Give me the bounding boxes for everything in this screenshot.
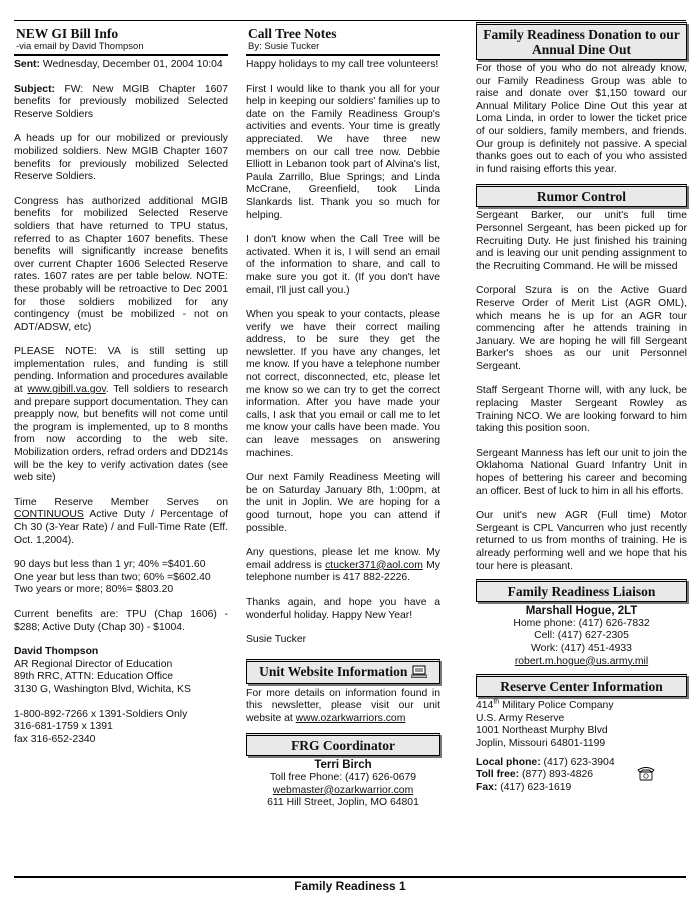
gi-paragraph-2: Congress has authorized additional MGIB benefits for mobilized Selected Reserve soldiers that have returned to TPU status, referred to as Chapter 1607 benefits. These benefits will significantly increase benefits over current Chapter 1606 Selected Reserve rates. 1607 rates are per table below. NOTE: these probably will be retroactive to Dec 2001 for those soldiers mobilized for any contingency (must be mobilized - not on ADT/ADSW, etc) bbox=[14, 195, 228, 333]
frg-name: Terri Birch bbox=[314, 759, 372, 772]
signature-line-2: 89th RRC, ATTN: Education Office bbox=[14, 671, 174, 683]
gi-paragraph-3: PLEASE NOTE: VA is still setting up implementation rules, and funding is still pending. Information and procedures available at www.gibill.va.gov. Tell soldiers to research and prepare support documentation. They can preapply now, but benefits will not come until the program is implemented, up to 8 months from now according to the web site. Mobilization orders, refrad orders and DD214s will be the key to verify activation dates (see web site) bbox=[14, 346, 228, 484]
subject-label: Subject: bbox=[14, 83, 55, 95]
rate-3: Two years or more; 80%= $803.20 bbox=[14, 584, 174, 596]
rumor-paragraph-1: Sergeant Barker, our unit's full time Personnel Sergeant, has been picked up for Recruiting Duty. He just finished his training and is leaving our unit pending assignment to the Recruiting Command. He will be missed bbox=[476, 210, 687, 272]
rate-2: One year but less than two; 60% =$602.40 bbox=[14, 571, 211, 583]
reserve-body bbox=[476, 700, 687, 794]
liaison-title: Family Readiness Liaison bbox=[507, 584, 656, 600]
donation-header bbox=[476, 22, 687, 60]
rumor-paragraph-3: Staff Sergeant Thorne will, with any luck, be replacing Master Sergeant Rowley as Training NCO. We are looking forward to him taking this position soon. bbox=[476, 385, 687, 435]
gi-bill-byline: -via email by David Thompson bbox=[16, 41, 144, 52]
reserve-line-1: 414th Military Police Company bbox=[476, 698, 614, 712]
phone-line-2: 316-681-1759 x 1391 bbox=[14, 721, 113, 733]
gibill-link[interactable]: www.gibill.va.gov bbox=[27, 384, 106, 396]
reserve-line-2: U.S. Army Reserve bbox=[476, 712, 565, 724]
website-text: For more details on information found in this newsletter, please visit our unit website at www.ozarkwarriors.com bbox=[246, 687, 440, 724]
reserve-toll-free: Toll free: (877) 893-4826 bbox=[476, 769, 594, 781]
frg-body bbox=[246, 759, 440, 809]
signature-name: David Thompson bbox=[14, 646, 99, 658]
column-gi-bill bbox=[14, 22, 228, 746]
email-link[interactable]: ctucker371@aol.com bbox=[325, 559, 423, 571]
liaison-header bbox=[476, 579, 687, 602]
sent-value: Wednesday, December 01, 2004 10:04 bbox=[39, 59, 223, 70]
website-header bbox=[246, 659, 440, 684]
frg-address: 611 Hill Street, Joplin, MO 64801 bbox=[267, 797, 419, 809]
reserve-title: Reserve Center Information bbox=[500, 679, 663, 695]
frg-phone: Toll free Phone: (417) 626-0679 bbox=[269, 772, 417, 784]
rumor-paragraph-4: Sergeant Manness has left our unit to join the Oklahoma National Guard Infantry Unit in hopes of bettering his career and becoming an officer. Best of luck to him in all his efforts. bbox=[476, 447, 687, 497]
phone-line-1: 1-800-892-7266 x 1391-Soldiers Only bbox=[14, 708, 188, 720]
fax-line: fax 316-652-2340 bbox=[14, 733, 96, 745]
rumor-body bbox=[476, 210, 687, 573]
donation-paragraph: For those of you who do not already know, our Family Readiness Group was able to raise and donate over $1,150 toward our Annual Military Police Dine Out this year at Loma Linda, in order to lower the ticket price of our soldiers, family members, and friends. Our group is definitely not passive. A special thanks goes out to each of you who assisted in fund raising efforts this year. bbox=[476, 63, 687, 175]
rumor-header bbox=[476, 184, 687, 207]
gi-paragraph-1: A heads up for our mobilized or previously mobilized soldiers. New MGIB Chapter 1607 benefits for previously mobilized Selected Reserve Soldiers. bbox=[14, 133, 228, 183]
liaison-cell-phone: Cell: (417) 627-2305 bbox=[534, 630, 629, 642]
sent-label: Sent: bbox=[14, 59, 40, 70]
liaison-home-phone: Home phone: (417) 626-7832 bbox=[513, 617, 650, 629]
call-tree-paragraph-5: Our next Family Readiness Meeting will be on Saturday January 8th, 1:00pm, at the unit in Joplin. We are hoping for a good turnout, hope you can attend if possible. bbox=[246, 472, 440, 534]
call-tree-paragraph-7: Thanks again, and hope you have a wonderful holiday. Happy New Year! bbox=[246, 596, 440, 621]
call-tree-header bbox=[246, 22, 440, 56]
bottom-rule bbox=[14, 876, 686, 878]
liaison-body bbox=[476, 605, 687, 668]
gi-bill-header bbox=[14, 22, 228, 56]
call-tree-title: Call Tree Notes bbox=[248, 26, 337, 41]
website-title: Unit Website Information bbox=[259, 663, 408, 679]
call-tree-body bbox=[246, 59, 440, 647]
reserve-line-3: 1001 Northeast Murphy Blvd bbox=[476, 725, 608, 737]
call-tree-paragraph-6: Any questions, please let me know. My email address is ctucker371@aol.com My telephone number is 417 882-2226. bbox=[246, 547, 440, 584]
liaison-name: Marshall Hogue, 2LT bbox=[525, 605, 638, 618]
signature-line-3: 3130 G, Washington Blvd, Wichita, KS bbox=[14, 683, 191, 695]
gi-bill-body bbox=[14, 59, 228, 746]
call-tree-signature: Susie Tucker bbox=[246, 634, 307, 646]
frg-header bbox=[246, 733, 440, 756]
reserve-fax: Fax: (417) 623-1619 bbox=[476, 781, 572, 793]
column-right bbox=[476, 22, 687, 794]
frg-title: FRG Coordinator bbox=[291, 738, 395, 754]
call-tree-byline: By: Susie Tucker bbox=[248, 41, 320, 52]
reserve-local-phone: Local phone: (417) 623-3904 bbox=[476, 756, 615, 768]
reserve-line-4: Joplin, Missouri 64801-1199 bbox=[476, 737, 606, 749]
call-tree-paragraph-1: Happy holidays to my call tree volunteers! bbox=[246, 59, 439, 70]
rate-1: 90 days but less than 1 yr; 40% =$401.60 bbox=[14, 559, 206, 571]
gi-paragraph-5: Current benefits are: TPU (Chap 1606) - $288; Active Duty (Chap 30) - $1004. bbox=[14, 608, 228, 633]
reserve-header bbox=[476, 674, 687, 697]
page-footer: Family Readiness 1 bbox=[294, 879, 406, 893]
gi-bill-title: NEW GI Bill Info bbox=[16, 26, 119, 41]
signature-line-1: AR Regional Director of Education bbox=[14, 658, 173, 670]
liaison-email[interactable]: robert.m.hogue@us.army.mil bbox=[514, 655, 649, 667]
donation-title: Family Readiness Donation to our Annual Dine Out bbox=[483, 27, 680, 57]
call-tree-paragraph-3: I don't know when the Call Tree will be activated. When it is, I will send an email of the information to share, and call to make sure you got it. (If you don't have email, I'll just call you.) bbox=[246, 234, 440, 296]
frg-email[interactable]: webmaster@ozarkwarrior.com bbox=[272, 784, 414, 796]
computer-icon bbox=[411, 665, 427, 681]
call-tree-paragraph-4: When you speak to your contacts, please verify we have their correct mailing address, to be sure they get the newsletter. If you have any changes, let me know. If you have a telephone number not correct, disconnected, etc, please let me know so we can try to get the correct information. After you have made your calls, I ask that you email or call me to let me know your calls have been made. You can leave messages on answering machines. bbox=[246, 309, 440, 459]
call-tree-paragraph-2: First I would like to thank you all for your help in keeping our soldiers' families up to date on the Family Readiness Group's activities and events. Your time is greatly appreciated. We have three new members on our call tree now. Debbie Elliott in Lebanon took part of Alvina's list, Paula Zarrillo, Blue Springs; and Linda McCrane, Greenfield, took Linda Slankards list. Thank you so much for helping. bbox=[246, 83, 440, 221]
top-rule bbox=[14, 20, 686, 21]
rumor-paragraph-5: Our unit's new AGR (Full time) Motor Sergeant is CPL Vancurren who just recently returned to us from months of training. He is already performing well and we hope that his tour here is pleasant. bbox=[476, 510, 687, 572]
gi-paragraph-4: Time Reserve Member Serves on CONTINUOUS Active Duty / Percentage of Ch 30 (3-Year Rate) / and Full-Time Rate (Eff. Oct. 1,2004). bbox=[14, 496, 228, 546]
liaison-work-phone: Work: (417) 451-4933 bbox=[531, 642, 632, 654]
website-link[interactable]: www.ozarkwarriors.com bbox=[295, 712, 406, 724]
telephone-icon bbox=[636, 765, 656, 786]
rumor-paragraph-2: Corporal Szura is on the Active Guard Reserve Order of Merit List (AGR OML), which means he is up for an AGR tour commencing after he attends training in January. We are hoping he will fill Sergeant Barker's shoes as our unit Personnel Sergeant. bbox=[476, 285, 687, 372]
column-call-tree bbox=[246, 22, 440, 810]
subject-value: FW: New MGIB Chapter 1607 benefits for previously mobilized Selected Reserve Soldiers bbox=[14, 83, 228, 120]
rumor-title: Rumor Control bbox=[536, 189, 627, 205]
